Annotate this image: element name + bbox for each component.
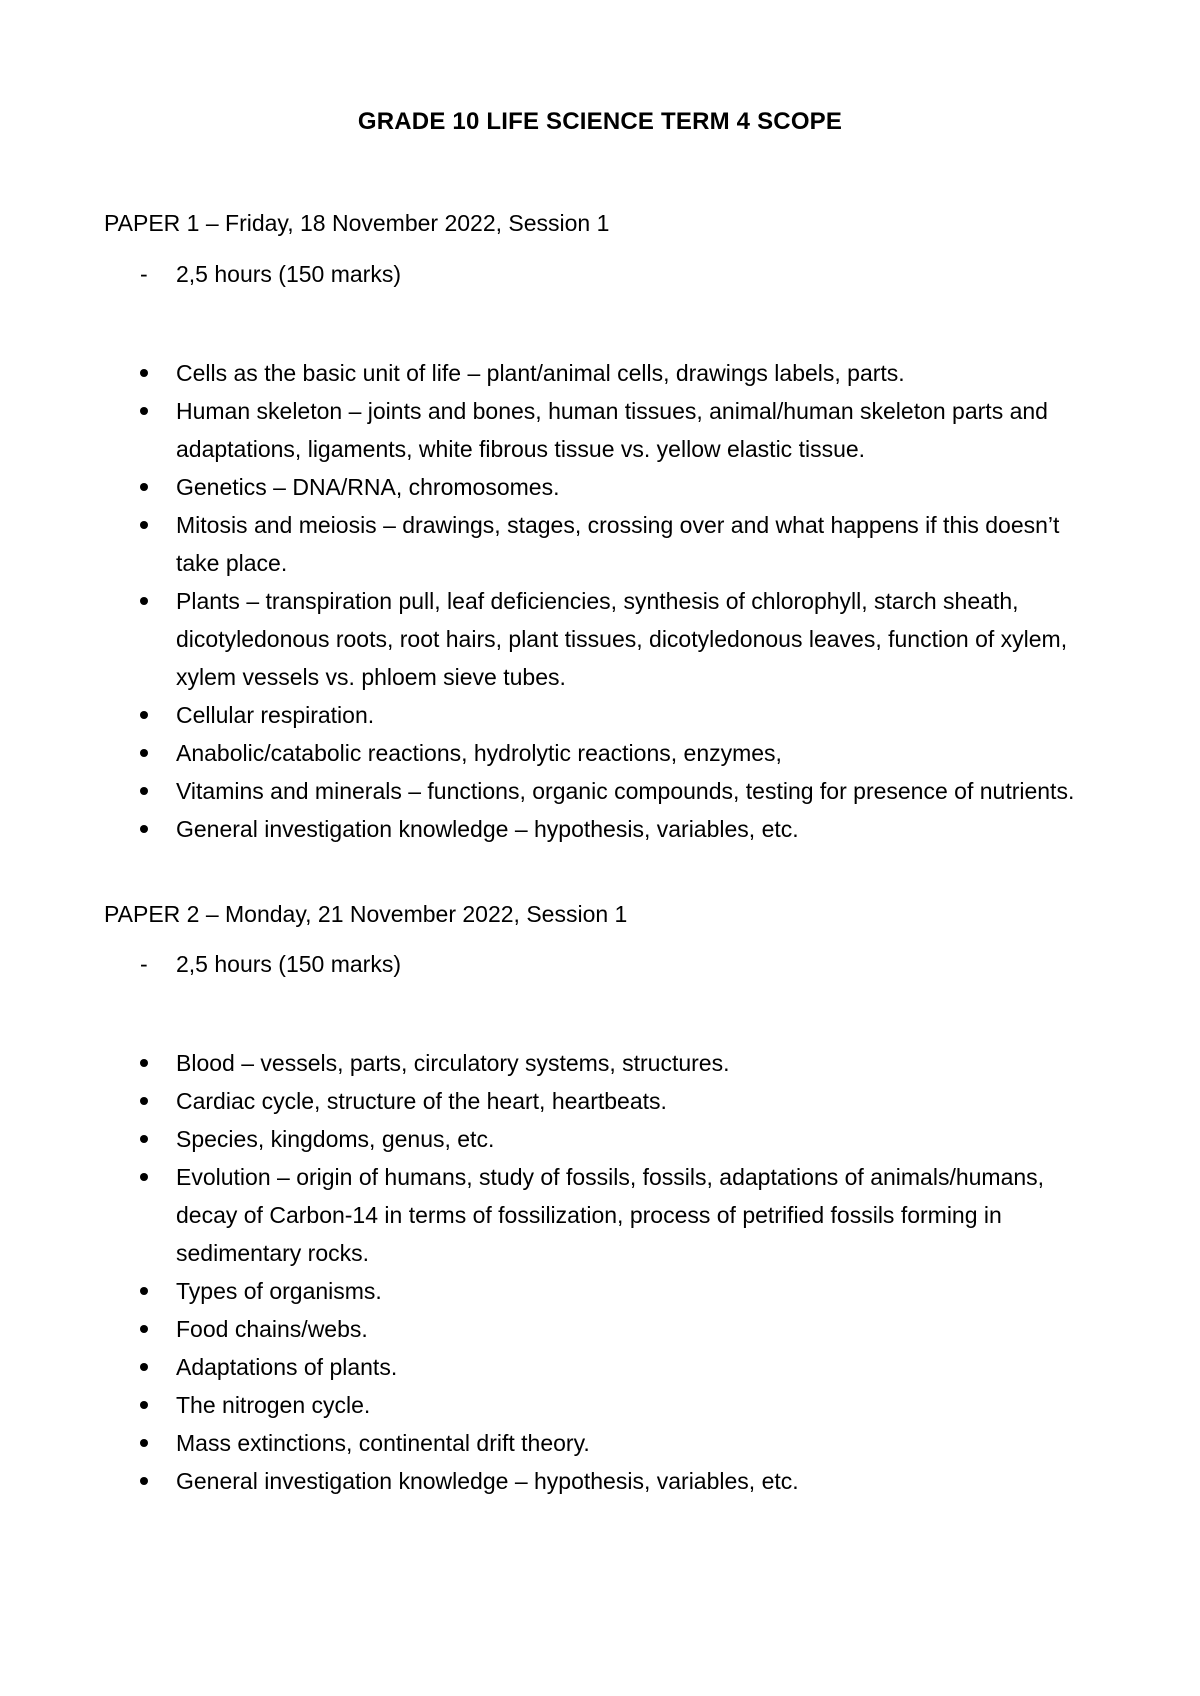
list-item: Plants – transpiration pull, leaf deficiencies, synthesis of chlorophyll, starch sheath, dicotyledonous roots, root hairs, plant tissues, dicotyledonous leaves, function of xylem, xylem vessels vs. phloem sieve tubes. xyxy=(140,582,1100,696)
list-item: Blood – vessels, parts, circulatory systems, structures. xyxy=(140,1044,1100,1082)
paper2-heading: PAPER 2 – Monday, 21 November 2022, Session 1 xyxy=(104,901,628,927)
bullet-icon xyxy=(140,483,148,491)
bullet-icon xyxy=(140,1059,148,1067)
list-item: Cellular respiration. xyxy=(140,696,1100,734)
paper1-duration xyxy=(140,258,401,290)
list-item: Types of organisms. xyxy=(140,1272,1100,1310)
paper1-topic-list xyxy=(140,354,1100,848)
bullet-icon xyxy=(140,1097,148,1105)
bullet-icon xyxy=(140,711,148,719)
bullet-icon xyxy=(140,749,148,757)
bullet-icon xyxy=(140,1325,148,1333)
list-item: Mitosis and meiosis – drawings, stages, crossing over and what happens if this doesn’t take place. xyxy=(140,506,1100,582)
bullet-icon xyxy=(140,1439,148,1447)
bullet-icon xyxy=(140,597,148,605)
bullet-icon xyxy=(140,787,148,795)
bullet-icon xyxy=(140,407,148,415)
list-item: General investigation knowledge – hypothesis, variables, etc. xyxy=(140,810,1100,848)
page-title: GRADE 10 LIFE SCIENCE TERM 4 SCOPE xyxy=(357,108,843,135)
paper2-duration xyxy=(140,948,401,980)
bullet-icon xyxy=(140,1173,148,1181)
bullet-icon xyxy=(140,1477,148,1485)
list-item: Species, kingdoms, genus, etc. xyxy=(140,1120,1100,1158)
list-item: General investigation knowledge – hypothesis, variables, etc. xyxy=(140,1462,1100,1500)
list-item: The nitrogen cycle. xyxy=(140,1386,1100,1424)
list-item: Genetics – DNA/RNA, chromosomes. xyxy=(140,468,1100,506)
list-item: Cardiac cycle, structure of the heart, heartbeats. xyxy=(140,1082,1100,1120)
bullet-icon xyxy=(140,1363,148,1371)
list-item: Mass extinctions, continental drift theory. xyxy=(140,1424,1100,1462)
paper1-duration-text: 2,5 hours (150 marks) xyxy=(176,261,401,287)
list-item: Human skeleton – joints and bones, human tissues, animal/human skeleton parts and adaptations, ligaments, white fibrous tissue vs. yellow elastic tissue. xyxy=(140,392,1100,468)
list-item: Cells as the basic unit of life – plant/animal cells, drawings labels, parts. xyxy=(140,354,1100,392)
bullet-icon xyxy=(140,369,148,377)
list-item: Anabolic/catabolic reactions, hydrolytic reactions, enzymes, xyxy=(140,734,1100,772)
paper1-duration-dash: - xyxy=(140,261,148,287)
bullet-icon xyxy=(140,521,148,529)
bullet-icon xyxy=(140,1401,148,1409)
list-item: Vitamins and minerals – functions, organic compounds, testing for presence of nutrients. xyxy=(140,772,1100,810)
bullet-icon xyxy=(140,1287,148,1295)
list-item: Adaptations of plants. xyxy=(140,1348,1100,1386)
paper2-duration-dash: - xyxy=(140,951,148,977)
paper2-topic-list xyxy=(140,1044,1100,1500)
list-item: Food chains/webs. xyxy=(140,1310,1100,1348)
paper2-duration-text: 2,5 hours (150 marks) xyxy=(176,951,401,977)
bullet-icon xyxy=(140,825,148,833)
paper1-heading: PAPER 1 – Friday, 18 November 2022, Session 1 xyxy=(104,210,610,236)
list-item: Evolution – origin of humans, study of fossils, fossils, adaptations of animals/humans, decay of Carbon-14 in terms of fossilization, process of petrified fossils forming in sedimentary rocks. xyxy=(140,1158,1100,1272)
bullet-icon xyxy=(140,1135,148,1143)
